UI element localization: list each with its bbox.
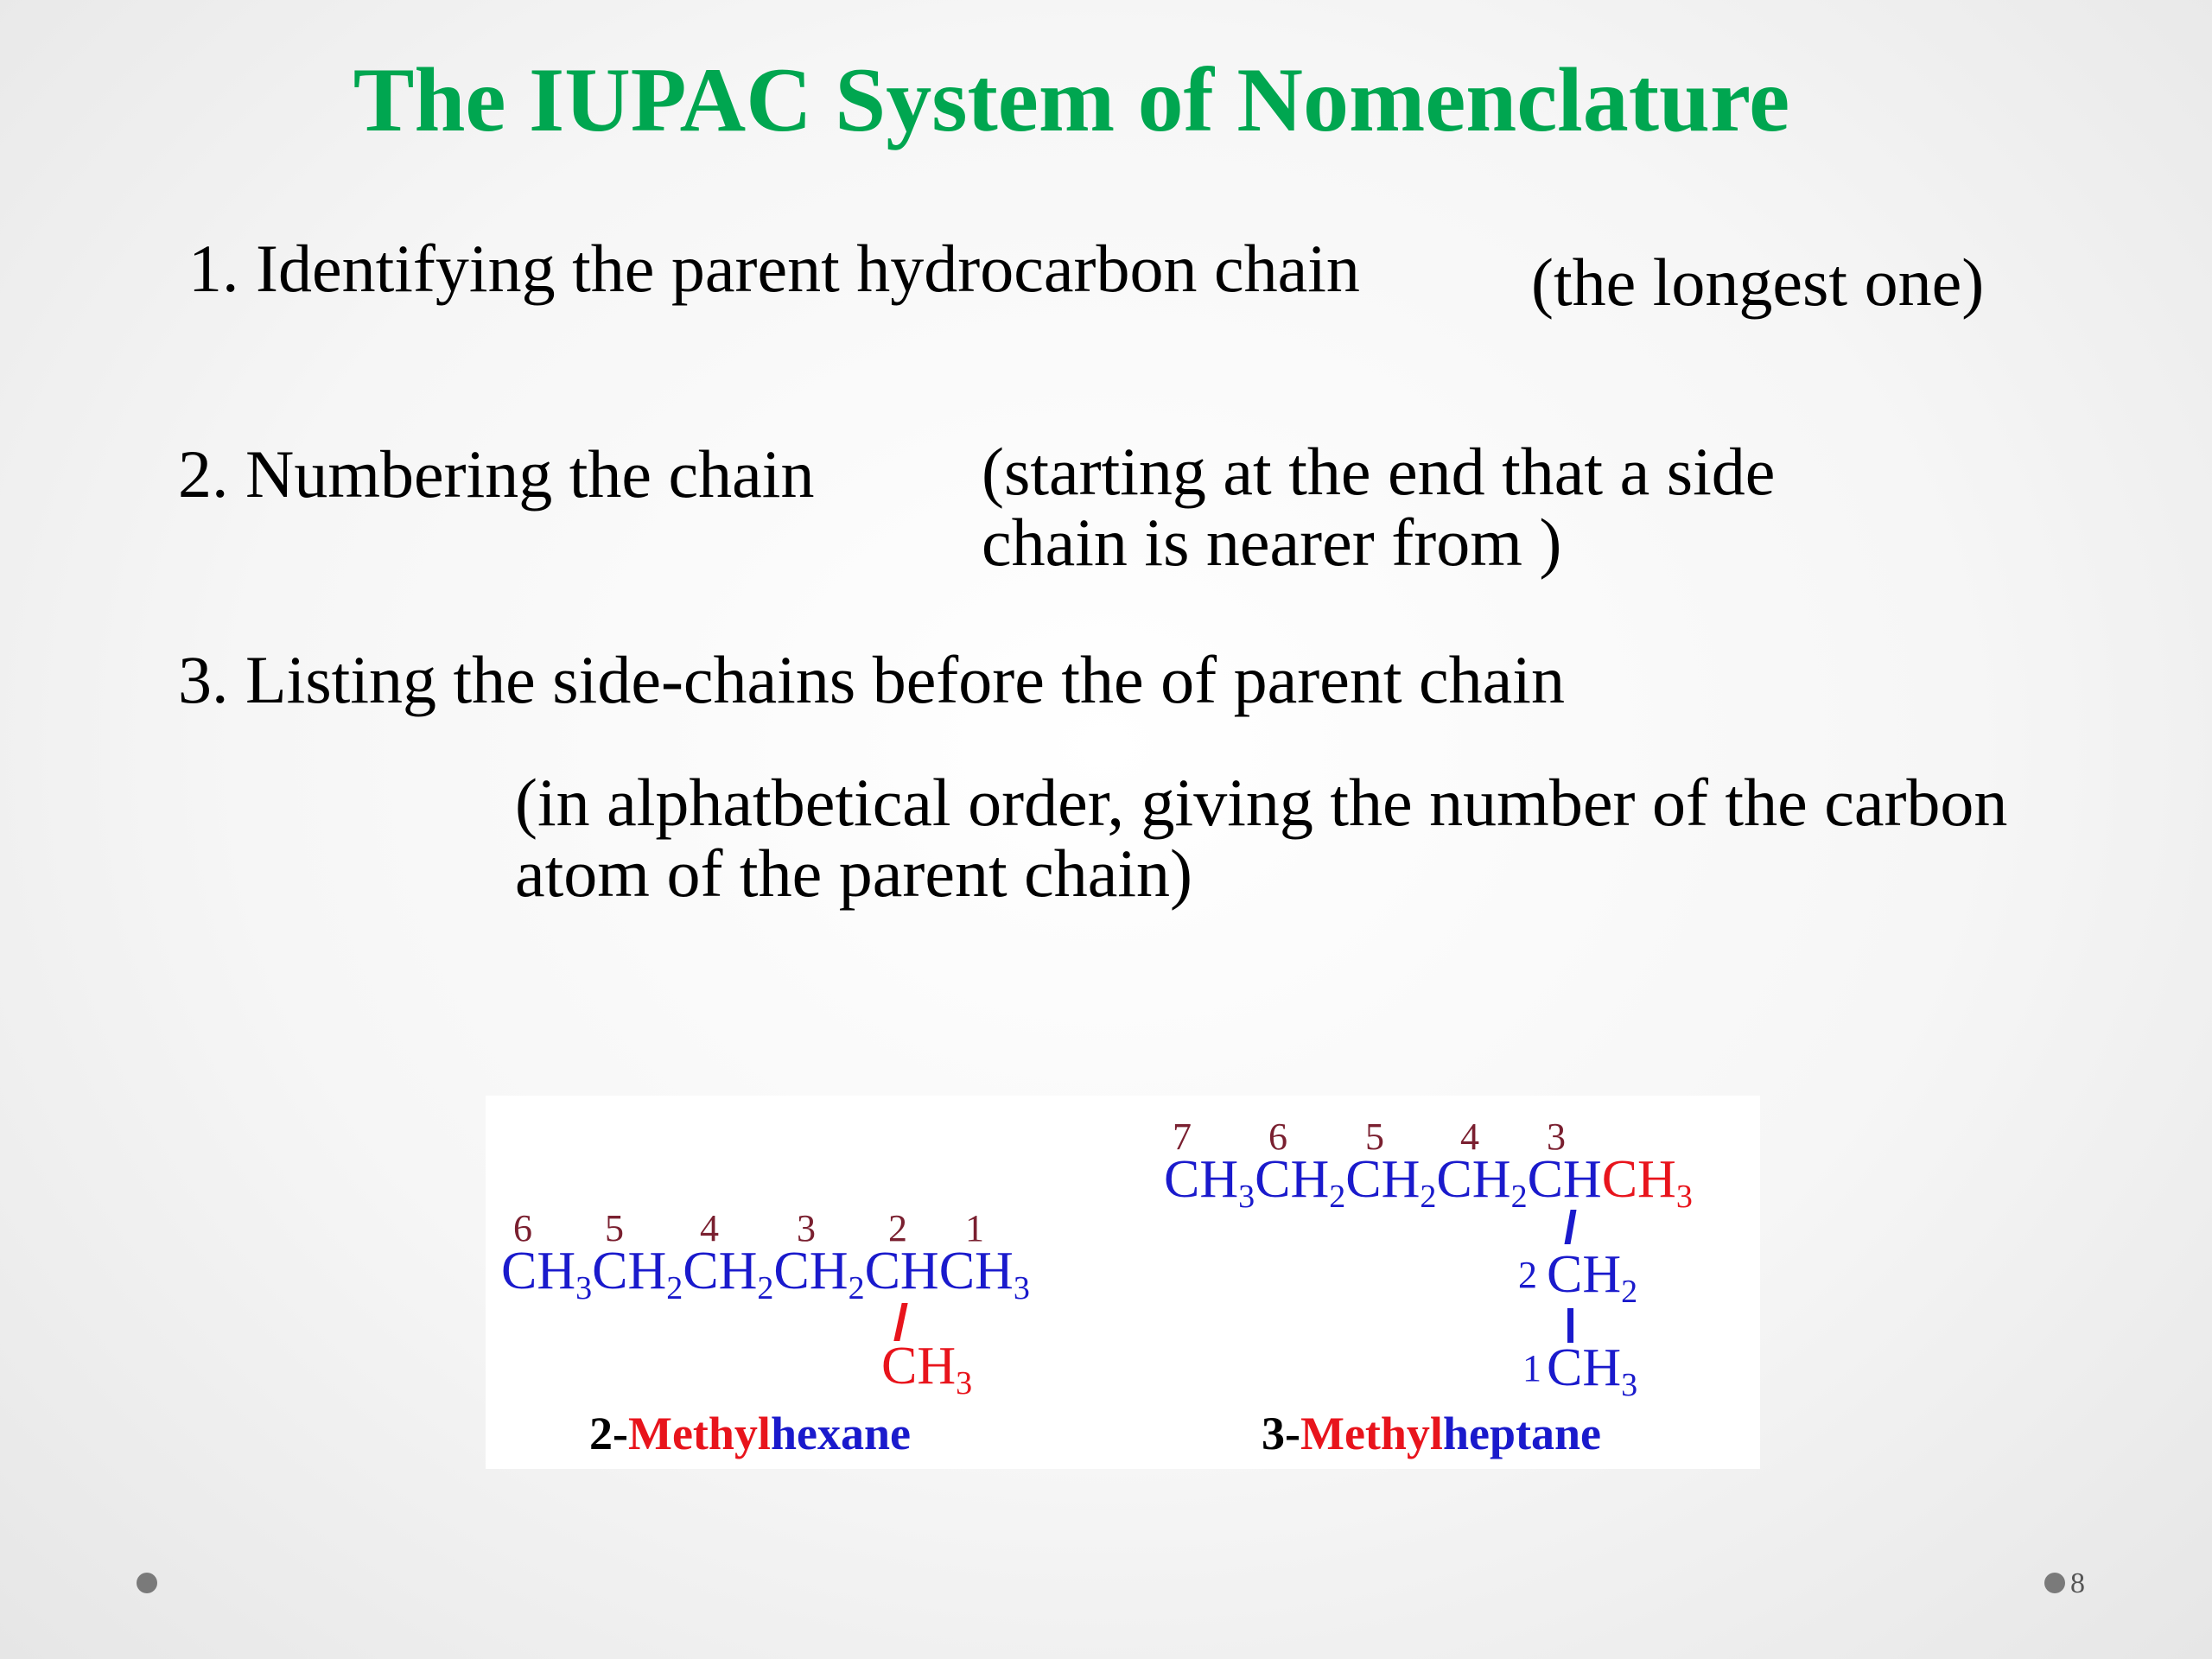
group: CH (683, 1242, 758, 1300)
carbon-number: 2 (888, 1207, 907, 1249)
step-2-note-line-2: chain is nearer from ) (982, 505, 1562, 580)
name-substituent: Methyl (627, 1408, 771, 1459)
group: CHCH (864, 1242, 1014, 1300)
group: CH (1255, 1150, 1330, 1209)
name-substituent: Methyl (1300, 1408, 1443, 1459)
bullet-dot-icon (2044, 1573, 2065, 1593)
subscript: 3 (1675, 1179, 1693, 1215)
subscript: 3 (1621, 1367, 1638, 1403)
subscript: 2 (1510, 1179, 1528, 1215)
step-2-label: 2. Numbering the chain (178, 436, 815, 512)
group: CH (1527, 1150, 1602, 1209)
carbon-number: 7 (1173, 1116, 1192, 1158)
group: CH (881, 1337, 957, 1395)
subscript: 2 (666, 1270, 683, 1306)
slide-title: The IUPAC System of Nomenclature (353, 49, 1790, 150)
step-2-note-line-1: (starting at the end that a side (982, 434, 1776, 509)
step-1-label: 1. Identifying the parent hydrocarbon chain (188, 231, 1360, 306)
branch-formula (1547, 1244, 1638, 1310)
subscript: 3 (956, 1365, 973, 1402)
chain-end-group (1601, 1150, 1693, 1215)
group: CH (592, 1242, 667, 1300)
branch-formula (1547, 1338, 1638, 1403)
main-chain-formula (1164, 1149, 1693, 1215)
step-3-note (515, 767, 2007, 909)
carbon-number: 4 (700, 1207, 719, 1249)
structural-formula-figure (486, 1096, 1760, 1469)
carbon-number: 1 (1522, 1347, 1541, 1389)
compound-name (589, 1407, 911, 1460)
group: CH (1547, 1338, 1622, 1397)
group: CH (1164, 1150, 1239, 1209)
step-1-note: (the longest one) (1531, 245, 1985, 320)
subscript: 2 (757, 1270, 774, 1306)
main-chain-formula (501, 1241, 1030, 1306)
subscript: 3 (575, 1270, 593, 1306)
group: CH (1547, 1245, 1622, 1304)
carbon-number: 4 (1460, 1116, 1479, 1158)
carbon-number: 5 (605, 1207, 624, 1249)
carbon-number: 6 (1268, 1116, 1287, 1158)
subscript: 2 (1621, 1274, 1638, 1310)
group: CH (773, 1242, 849, 1300)
subscript: 3 (1013, 1270, 1030, 1306)
step-3-note-line-1: (in alphatbetical order, giving the number of the carbon (515, 765, 2008, 840)
page-number: 8 (2070, 1567, 2085, 1599)
subscript: 2 (848, 1270, 865, 1306)
name-prefix: 2- (589, 1408, 628, 1459)
step-3-note-line-2: atom of the parent chain) (515, 836, 1192, 911)
name-parent: heptane (1442, 1408, 1601, 1459)
bond-line (1564, 1210, 1576, 1244)
group: CH (1436, 1150, 1511, 1209)
carbon-number: 6 (513, 1207, 532, 1249)
carbon-number: 3 (797, 1207, 816, 1249)
compound-name (1262, 1407, 1601, 1460)
carbon-number: 2 (1518, 1254, 1537, 1296)
subscript: 2 (1329, 1179, 1346, 1215)
carbon-number: 5 (1365, 1116, 1384, 1158)
subscript: 3 (1238, 1179, 1255, 1215)
group: CH (1345, 1150, 1421, 1209)
carbon-number: 1 (965, 1207, 984, 1249)
carbon-number: 3 (1547, 1116, 1566, 1158)
group: CH (501, 1242, 576, 1300)
subscript: 2 (1420, 1179, 1437, 1215)
name-prefix: 3- (1262, 1408, 1300, 1459)
branch-formula (881, 1336, 973, 1402)
bullet-dot-icon (137, 1573, 157, 1593)
step-2-note (982, 436, 1775, 578)
name-parent: hexane (770, 1408, 911, 1459)
group: CH (1601, 1150, 1676, 1209)
step-3-label: 3. Listing the side-chains before the of parent chain (178, 642, 1565, 717)
